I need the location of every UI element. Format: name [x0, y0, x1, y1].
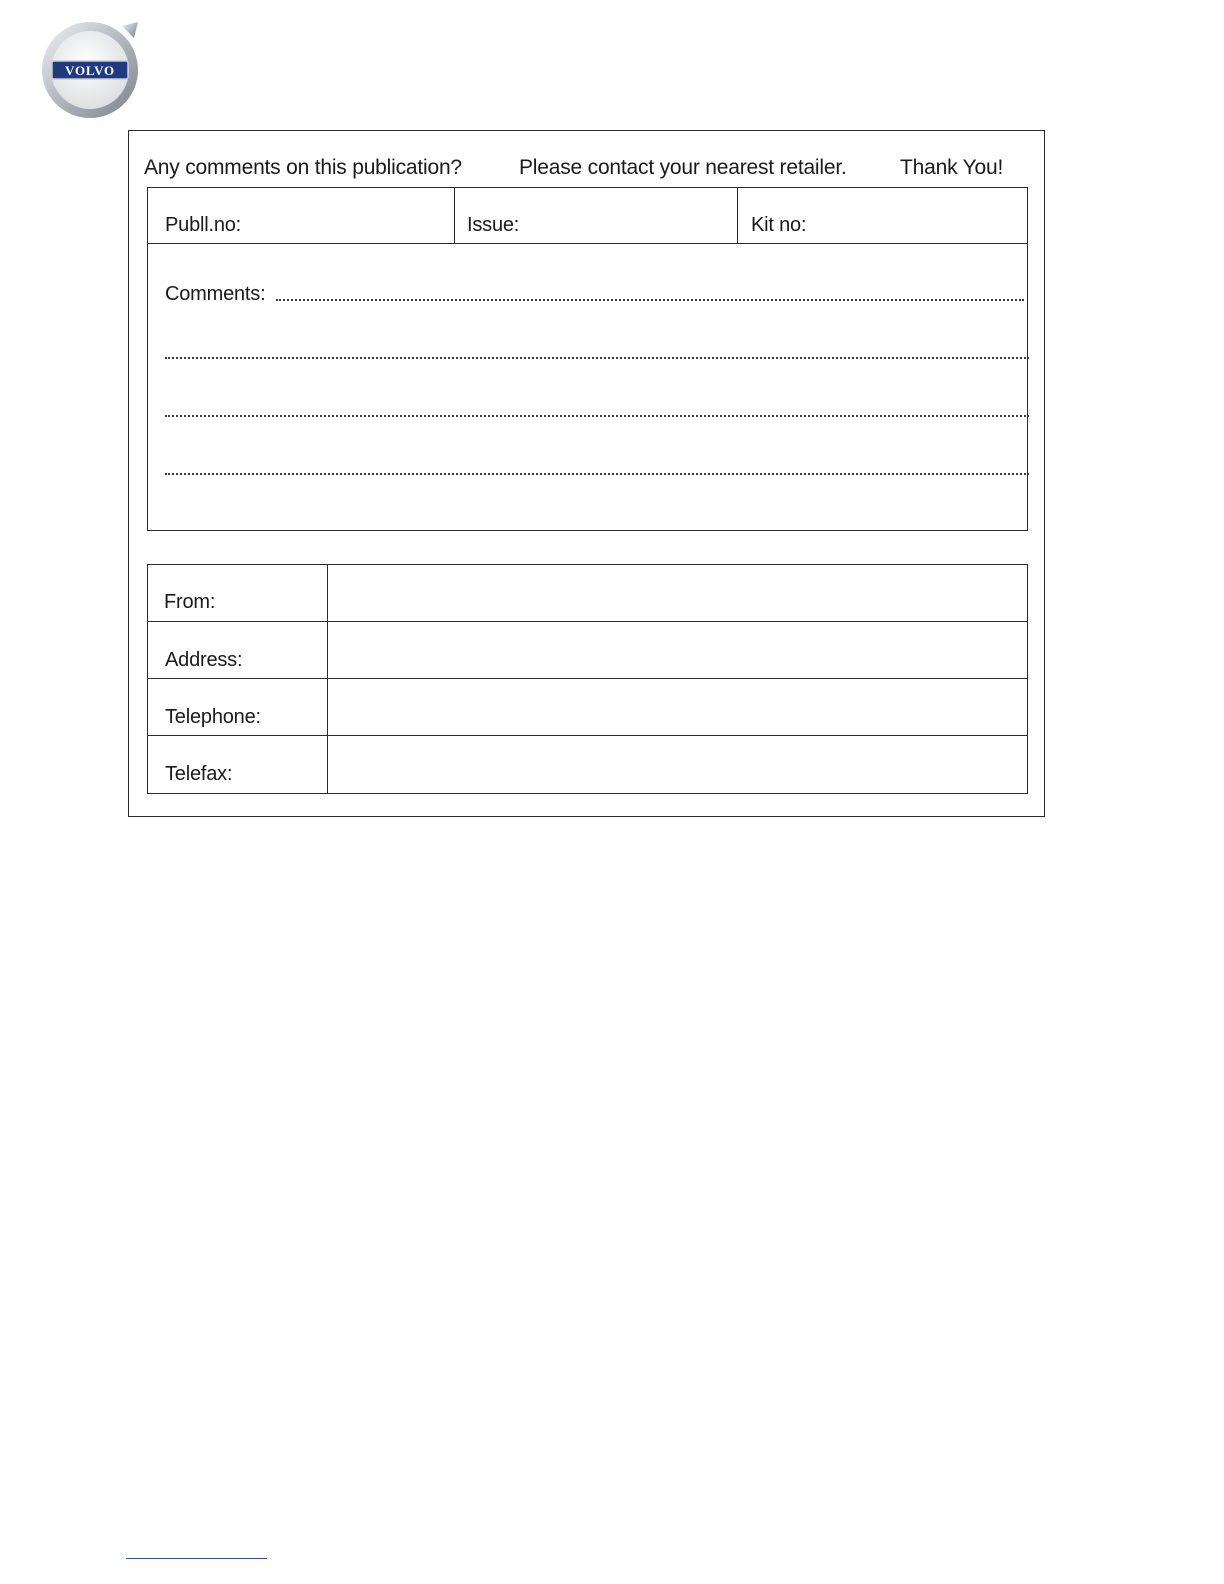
- issue-label: Issue:: [467, 214, 520, 236]
- contact-column-divider: [327, 564, 328, 794]
- volvo-logo: [38, 18, 142, 122]
- from-field[interactable]: [329, 566, 1026, 620]
- volvo-logo-text: VOLVO: [65, 63, 115, 78]
- comment-line[interactable]: [165, 473, 1029, 475]
- telephone-label: Telephone:: [165, 706, 261, 728]
- intro-thanks: Thank You!: [900, 156, 1004, 179]
- footer-rule: [126, 1558, 267, 1559]
- publication-details-box: [147, 187, 1028, 531]
- address-field[interactable]: [329, 623, 1026, 677]
- comment-line[interactable]: [276, 299, 1024, 301]
- contact-row-divider: [147, 621, 1028, 622]
- header-column-divider: [454, 187, 455, 244]
- intro-question: Any comments on this publication?: [144, 156, 462, 179]
- volvo-iron-mark-icon: [38, 18, 142, 122]
- header-column-divider: [737, 187, 738, 244]
- contact-row-divider: [147, 735, 1028, 736]
- from-label: From:: [164, 591, 216, 613]
- telefax-label: Telefax:: [165, 763, 233, 785]
- kit-no-label: Kit no:: [751, 214, 807, 236]
- contact-row-divider: [147, 678, 1028, 679]
- publ-no-label: Publl.no:: [165, 214, 242, 236]
- comments-label: Comments:: [165, 283, 266, 305]
- telefax-field[interactable]: [329, 737, 1026, 792]
- comment-line[interactable]: [165, 415, 1029, 417]
- intro-contact: Please contact your nearest retailer.: [519, 156, 847, 179]
- header-divider: [147, 243, 1028, 244]
- telephone-field[interactable]: [329, 680, 1026, 734]
- address-label: Address:: [165, 649, 243, 671]
- comment-line[interactable]: [165, 357, 1029, 359]
